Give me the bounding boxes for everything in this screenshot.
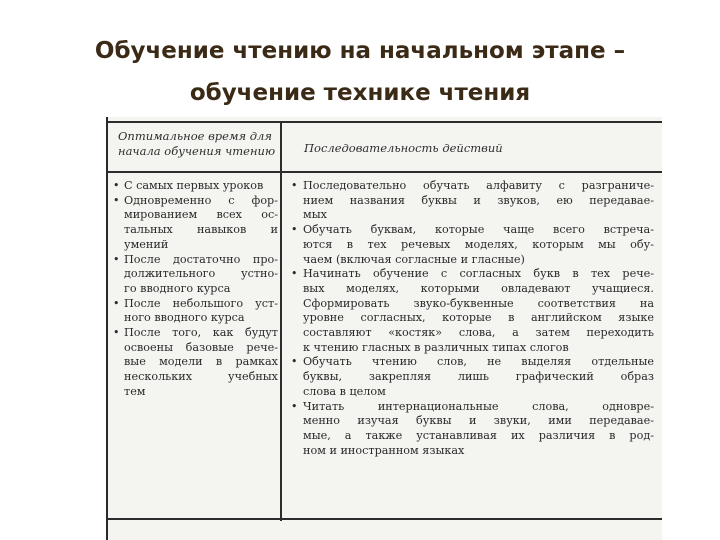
- left-list-item: [112, 297, 278, 326]
- right-item-line: ются в тех речевых моделях, которым мы обу-: [303, 237, 654, 251]
- scanned-table: [106, 117, 662, 540]
- right-list-item: [290, 267, 654, 355]
- cropped-next-line: [112, 521, 612, 535]
- right-item-line: к чтению гласных в различных типах слогов: [303, 340, 569, 354]
- right-list-item: [290, 355, 654, 399]
- right-item-line: мые, а также устанавливая их различия в род-: [303, 428, 654, 442]
- table-bottom-rule: [108, 518, 662, 520]
- bullet-icon: •: [113, 252, 120, 266]
- bullet-icon: •: [291, 179, 298, 192]
- right-list-item: [290, 179, 654, 223]
- bullet-icon: •: [113, 193, 120, 207]
- left-item-line: мированием всех ос-: [124, 208, 278, 222]
- left-list-item: [112, 179, 278, 194]
- left-item-line: После достаточно про-: [124, 252, 278, 266]
- right-item-line: мых: [303, 208, 327, 222]
- right-item-line: Обучать чтению слов, не выделяя отдельные: [303, 355, 654, 369]
- bullet-icon: •: [113, 179, 120, 192]
- right-item-line: ном и иностранном языках: [303, 443, 465, 457]
- right-item-line: Сформировать звуко-буквенные соответствия на: [303, 296, 654, 310]
- left-item-line: должительного устно-: [124, 267, 278, 281]
- header-left-line: начала обучения чтению: [118, 144, 276, 158]
- right-list-item: [290, 223, 654, 267]
- left-item-line: После того, как будут: [124, 326, 278, 340]
- right-item-line: Последовательно обучать алфавиту с разграниче-: [303, 179, 654, 192]
- left-list-item: [112, 326, 278, 400]
- right-item-line: нием названия буквы и звуков, ею передавае-: [303, 193, 654, 207]
- right-item-line: буквы, закрепляя лишь графический образ: [303, 370, 654, 384]
- header-right-cell: Последовательность действий: [304, 141, 503, 155]
- slide-title: [0, 30, 720, 114]
- header-left-line: Оптимальное время для: [118, 129, 272, 143]
- left-item-line: нескольких учебных: [124, 370, 278, 384]
- left-item-line: ного вводного курса: [124, 311, 245, 325]
- left-item-line: го вводного курса: [124, 281, 231, 295]
- left-list-item: [112, 194, 278, 253]
- bullet-icon: •: [291, 223, 298, 237]
- left-item-line: Одновременно с фор-: [124, 193, 278, 207]
- left-item-line: С самых первых уроков: [124, 179, 264, 192]
- right-item-line: уровне согласных, которые в английском языке: [303, 311, 654, 325]
- right-list-item: [290, 400, 654, 459]
- left-item-line: умений: [124, 237, 169, 251]
- slide-title-line-2: обучение технике чтения: [189, 80, 531, 106]
- right-item-line: составляют «костяк» слова, а затем переходить: [303, 326, 654, 340]
- right-item-line: Обучать буквам, которые чаще всего встреча-: [303, 223, 654, 237]
- table-header-rule: [108, 171, 662, 173]
- bullet-icon: •: [291, 267, 298, 281]
- left-column: [112, 179, 278, 400]
- right-item-line: чаем (включая согласные и гласные): [303, 252, 525, 266]
- slide-title-line-1: Обучение чтению на начальном этапе –: [94, 38, 626, 64]
- header-left-cell: [118, 129, 278, 159]
- left-item-line: вые модели в рамках: [124, 355, 278, 369]
- right-item-line: слова в целом: [303, 384, 386, 398]
- right-item-line: вых моделях, которыми овладевают учащиеся.: [303, 281, 654, 295]
- bullet-icon: •: [291, 399, 298, 413]
- right-item-line: Начинать обучение с согласных букв в тех рече-: [303, 267, 654, 281]
- right-column: [290, 179, 654, 458]
- bullet-icon: •: [113, 296, 120, 310]
- bullet-icon: •: [291, 355, 298, 369]
- left-item-line: После небольшого уст-: [124, 296, 278, 310]
- table-top-rule: [108, 121, 662, 123]
- right-item-line: менно изучая буквы и звуки, ими передавае-: [303, 414, 654, 428]
- table-column-divider: [280, 121, 282, 521]
- left-item-line: тем: [124, 384, 146, 398]
- bullet-icon: •: [113, 326, 120, 340]
- right-item-line: Читать интернациональные слова, одновре-: [303, 399, 654, 413]
- left-list-item: [112, 253, 278, 297]
- left-item-line: тальных навыков и: [124, 223, 278, 237]
- left-item-line: освоены базовые рече-: [124, 340, 278, 354]
